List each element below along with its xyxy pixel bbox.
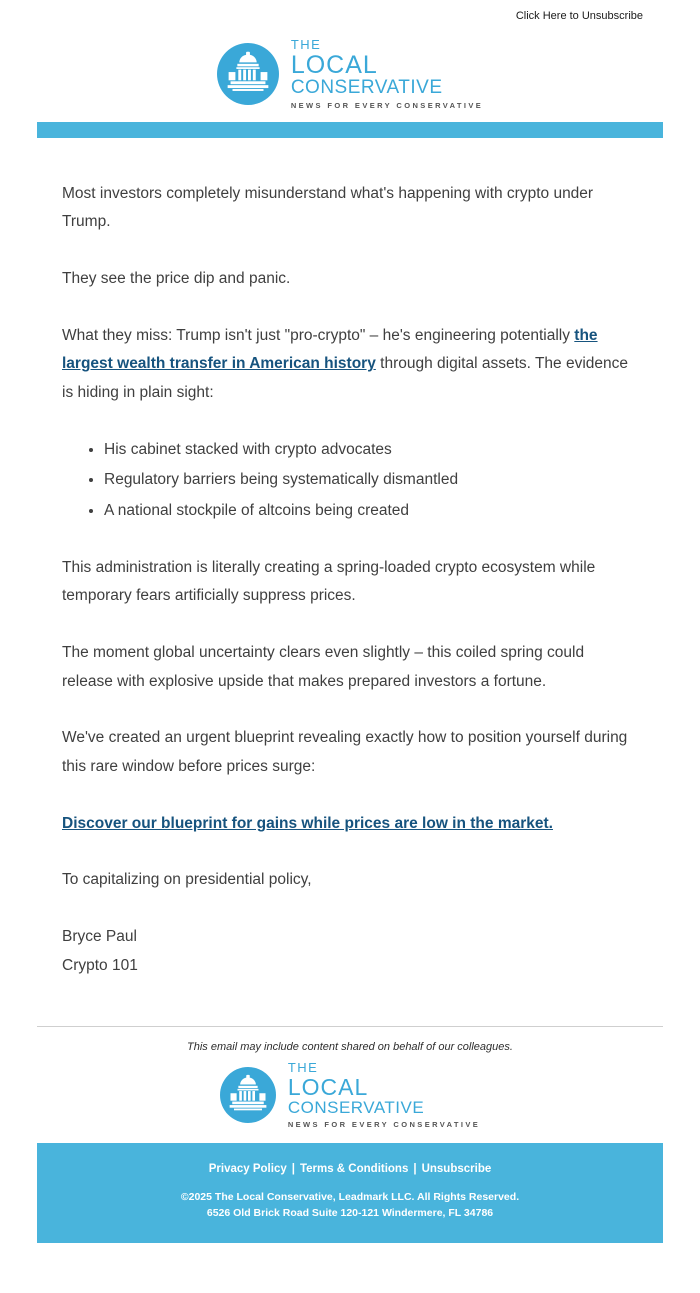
privacy-policy-link[interactable]: Privacy Policy bbox=[208, 1162, 287, 1175]
paragraph-panic: They see the price dip and panic. bbox=[62, 270, 291, 288]
email-body bbox=[37, 10, 663, 1293]
logo-word-conservative: CONSERVATIVE bbox=[287, 1098, 425, 1118]
paragraph-what-they-miss bbox=[62, 322, 638, 408]
copyright-line: ©2025 The Local Conservative, Leadmark LLC. All Rights Reserved. bbox=[180, 1190, 520, 1203]
paragraph-coiled-spring: The moment global uncertainty clears even slightly – this coiled spring could release with explosive upside that makes prepared investors a fortune. bbox=[62, 644, 585, 690]
bullet-item-cabinet: • His cabinet stacked with crypto advocates bbox=[104, 436, 638, 465]
footer-link-separator: | bbox=[413, 1162, 417, 1175]
logo-word-the: THE bbox=[290, 37, 322, 52]
bottom-whitespace bbox=[37, 1243, 663, 1293]
brand-logo-text bbox=[291, 38, 483, 110]
cta-row bbox=[62, 810, 638, 839]
logo-tagline: NEWS FOR EVERY CONSERVATIVE bbox=[287, 1120, 481, 1130]
bullet-item-regulatory: • Regulatory barriers being systematically dismantled bbox=[104, 466, 638, 495]
footer-links-row bbox=[49, 1163, 651, 1175]
email-footer bbox=[37, 1143, 663, 1243]
company-address: 6526 Old Brick Road Suite 120-121 Windermere, FL 34786 bbox=[206, 1206, 494, 1219]
footer-link-separator: | bbox=[291, 1162, 295, 1175]
terms-conditions-link[interactable]: Terms & Conditions bbox=[299, 1162, 409, 1175]
footer-unsubscribe-link[interactable]: Unsubscribe bbox=[421, 1162, 492, 1175]
brand-logo-top bbox=[37, 38, 663, 110]
footer-divider bbox=[37, 1026, 663, 1027]
paragraph-what-they-miss-post: through digital assets. The evidence is hiding in plain sight: bbox=[62, 355, 629, 402]
header-accent-bar bbox=[37, 122, 663, 138]
email-content bbox=[37, 138, 663, 1027]
whitehouse-icon bbox=[217, 43, 279, 105]
brand-logo-bottom bbox=[37, 1061, 663, 1129]
whitehouse-icon bbox=[220, 1067, 276, 1123]
logo-tagline: NEWS FOR EVERY CONSERVATIVE bbox=[290, 100, 484, 110]
paragraph-signoff: To capitalizing on presidential policy, bbox=[62, 871, 312, 889]
top-unsubscribe-link[interactable]: Click Here to Unsubscribe bbox=[515, 10, 643, 22]
paragraph-what-they-miss-pre: What they miss: Trump isn't just "pro-crypto" – he's engineering potentially bbox=[62, 326, 575, 344]
signature-brand: Crypto 101 bbox=[62, 956, 138, 974]
logo-word-the: THE bbox=[287, 1060, 319, 1076]
logo-word-local: LOCAL bbox=[287, 1074, 369, 1101]
paragraph-intro: Most investors completely misunderstand what's happening with crypto under Trump. bbox=[62, 184, 594, 231]
wealth-transfer-link[interactable]: the largest wealth transfer in American history bbox=[62, 326, 598, 373]
signature-name: Bryce Paul bbox=[62, 928, 137, 946]
top-unsubscribe-row bbox=[37, 10, 663, 22]
bullet-item-stockpile: • A national stockpile of altcoins being created bbox=[104, 497, 638, 526]
paragraph-blueprint: We've created an urgent blueprint revealing exactly how to position yourself during this rare window before prices surge: bbox=[62, 729, 628, 776]
blueprint-cta-link[interactable]: Discover our blueprint for gains while prices are low in the market. bbox=[62, 814, 553, 832]
logo-word-conservative: CONSERVATIVE bbox=[290, 76, 443, 98]
paragraph-spring-loaded: This administration is literally creating a spring-loaded crypto ecosystem while temporary fears artificially suppress prices. bbox=[62, 558, 596, 605]
colleague-disclaimer: This email may include content shared on behalf of our colleagues. bbox=[187, 1041, 513, 1054]
logo-word-local: LOCAL bbox=[290, 50, 378, 79]
evidence-list bbox=[62, 436, 638, 526]
brand-logo-text bbox=[288, 1061, 480, 1129]
